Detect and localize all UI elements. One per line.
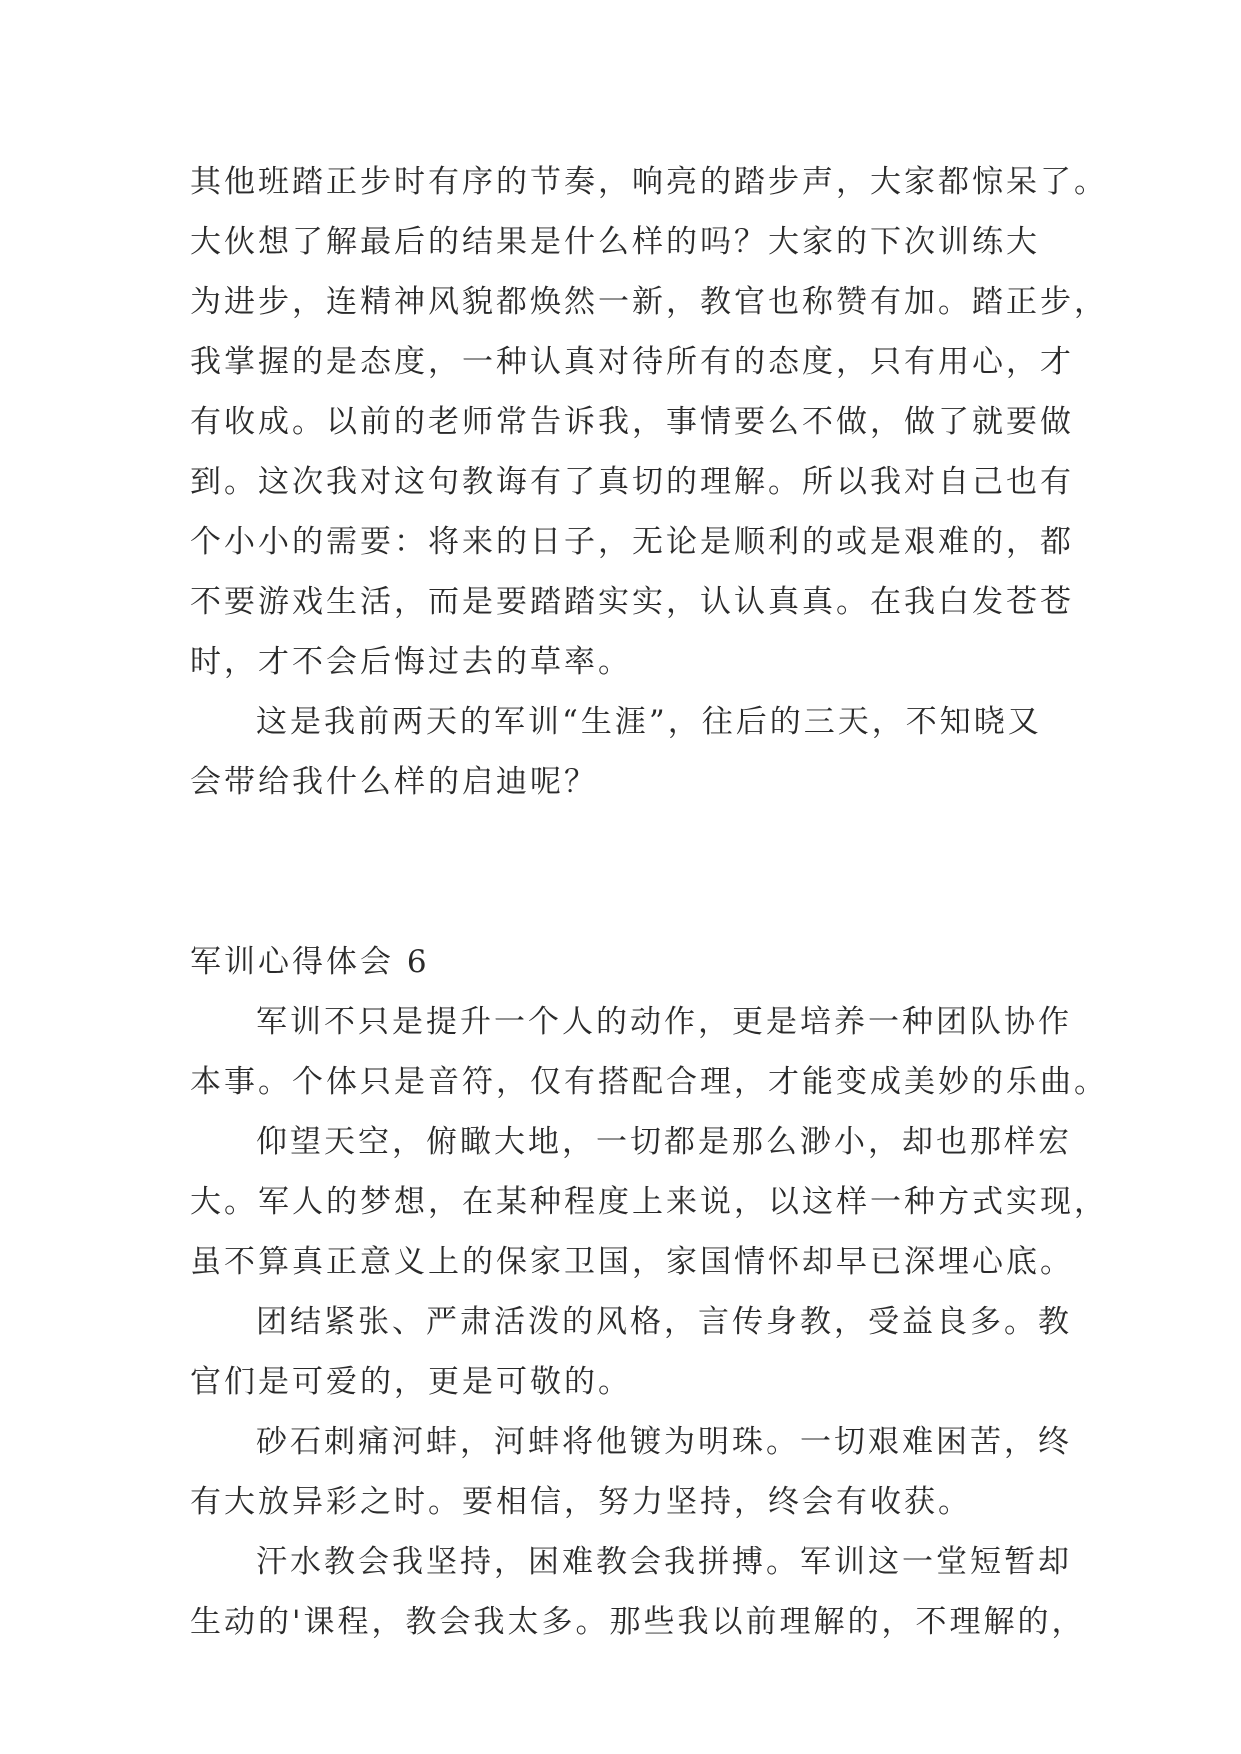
section-heading: 军训心得体会 6 [190, 944, 430, 980]
text-line: 官们是可爱的，更是可敬的。 [190, 1364, 632, 1400]
document-body [190, 152, 1108, 1652]
text-line: 到。这次我对这句教诲有了真切的理解。所以我对自己也有 [190, 464, 1074, 500]
text-line: 我掌握的是态度，一种认真对待所有的态度，只有用心，才 [190, 344, 1074, 380]
text-line: 团结紧张、严肃活泼的风格，言传身教，受益良多。教 [256, 1304, 1072, 1340]
text-line: 不要游戏生活，而是要踏踏实实，认认真真。在我白发苍苍 [190, 584, 1074, 620]
text-line: 个小小的需要：将来的日子，无论是顺利的或是艰难的，都 [190, 524, 1074, 560]
text-line: 本事。个体只是音符，仅有搭配合理，才能变成美妙的乐曲。 [190, 1064, 1108, 1100]
text-line: 大。军人的梦想，在某种程度上来说，以这样一种方式实现， [190, 1184, 1108, 1220]
section-gap [190, 812, 1070, 932]
text-line: 有大放异彩之时。要相信，努力坚持，终会有收获。 [190, 1484, 972, 1520]
text-line: 大伙想了解最后的结果是什么样的吗？大家的下次训练大 [190, 224, 1040, 260]
text-line: 会带给我什么样的启迪呢？ [190, 764, 598, 800]
text-line: 有收成。以前的老师常告诉我，事情要么不做，做了就要做 [190, 404, 1074, 440]
text-line: 这是我前两天的军训“生涯”，往后的三天，不知晓又 [256, 704, 1042, 740]
text-line: 为进步，连精神风貌都焕然一新，教官也称赞有加。踏正步， [190, 284, 1108, 320]
text-line: 生动的'课程，教会我太多。那些我以前理解的，不理解的， [190, 1604, 1086, 1640]
text-line: 汗水教会我坚持，困难教会我拼搏。军训这一堂短暂却 [256, 1544, 1072, 1580]
text-line: 军训不只是提升一个人的动作，更是培养一种团队协作 [256, 1004, 1072, 1040]
text-line: 虽不算真正意义上的保家卫国，家国情怀却早已深埋心底。 [190, 1244, 1074, 1280]
text-line: 砂石刺痛河蚌，河蚌将他镀为明珠。一切艰难困苦，终 [256, 1424, 1072, 1460]
text-line: 时，才不会后悔过去的草率。 [190, 644, 632, 680]
text-line: 仰望天空，俯瞰大地，一切都是那么渺小，却也那样宏 [256, 1124, 1072, 1160]
text-line: 其他班踏正步时有序的节奏，响亮的踏步声，大家都惊呆了。 [190, 164, 1108, 200]
